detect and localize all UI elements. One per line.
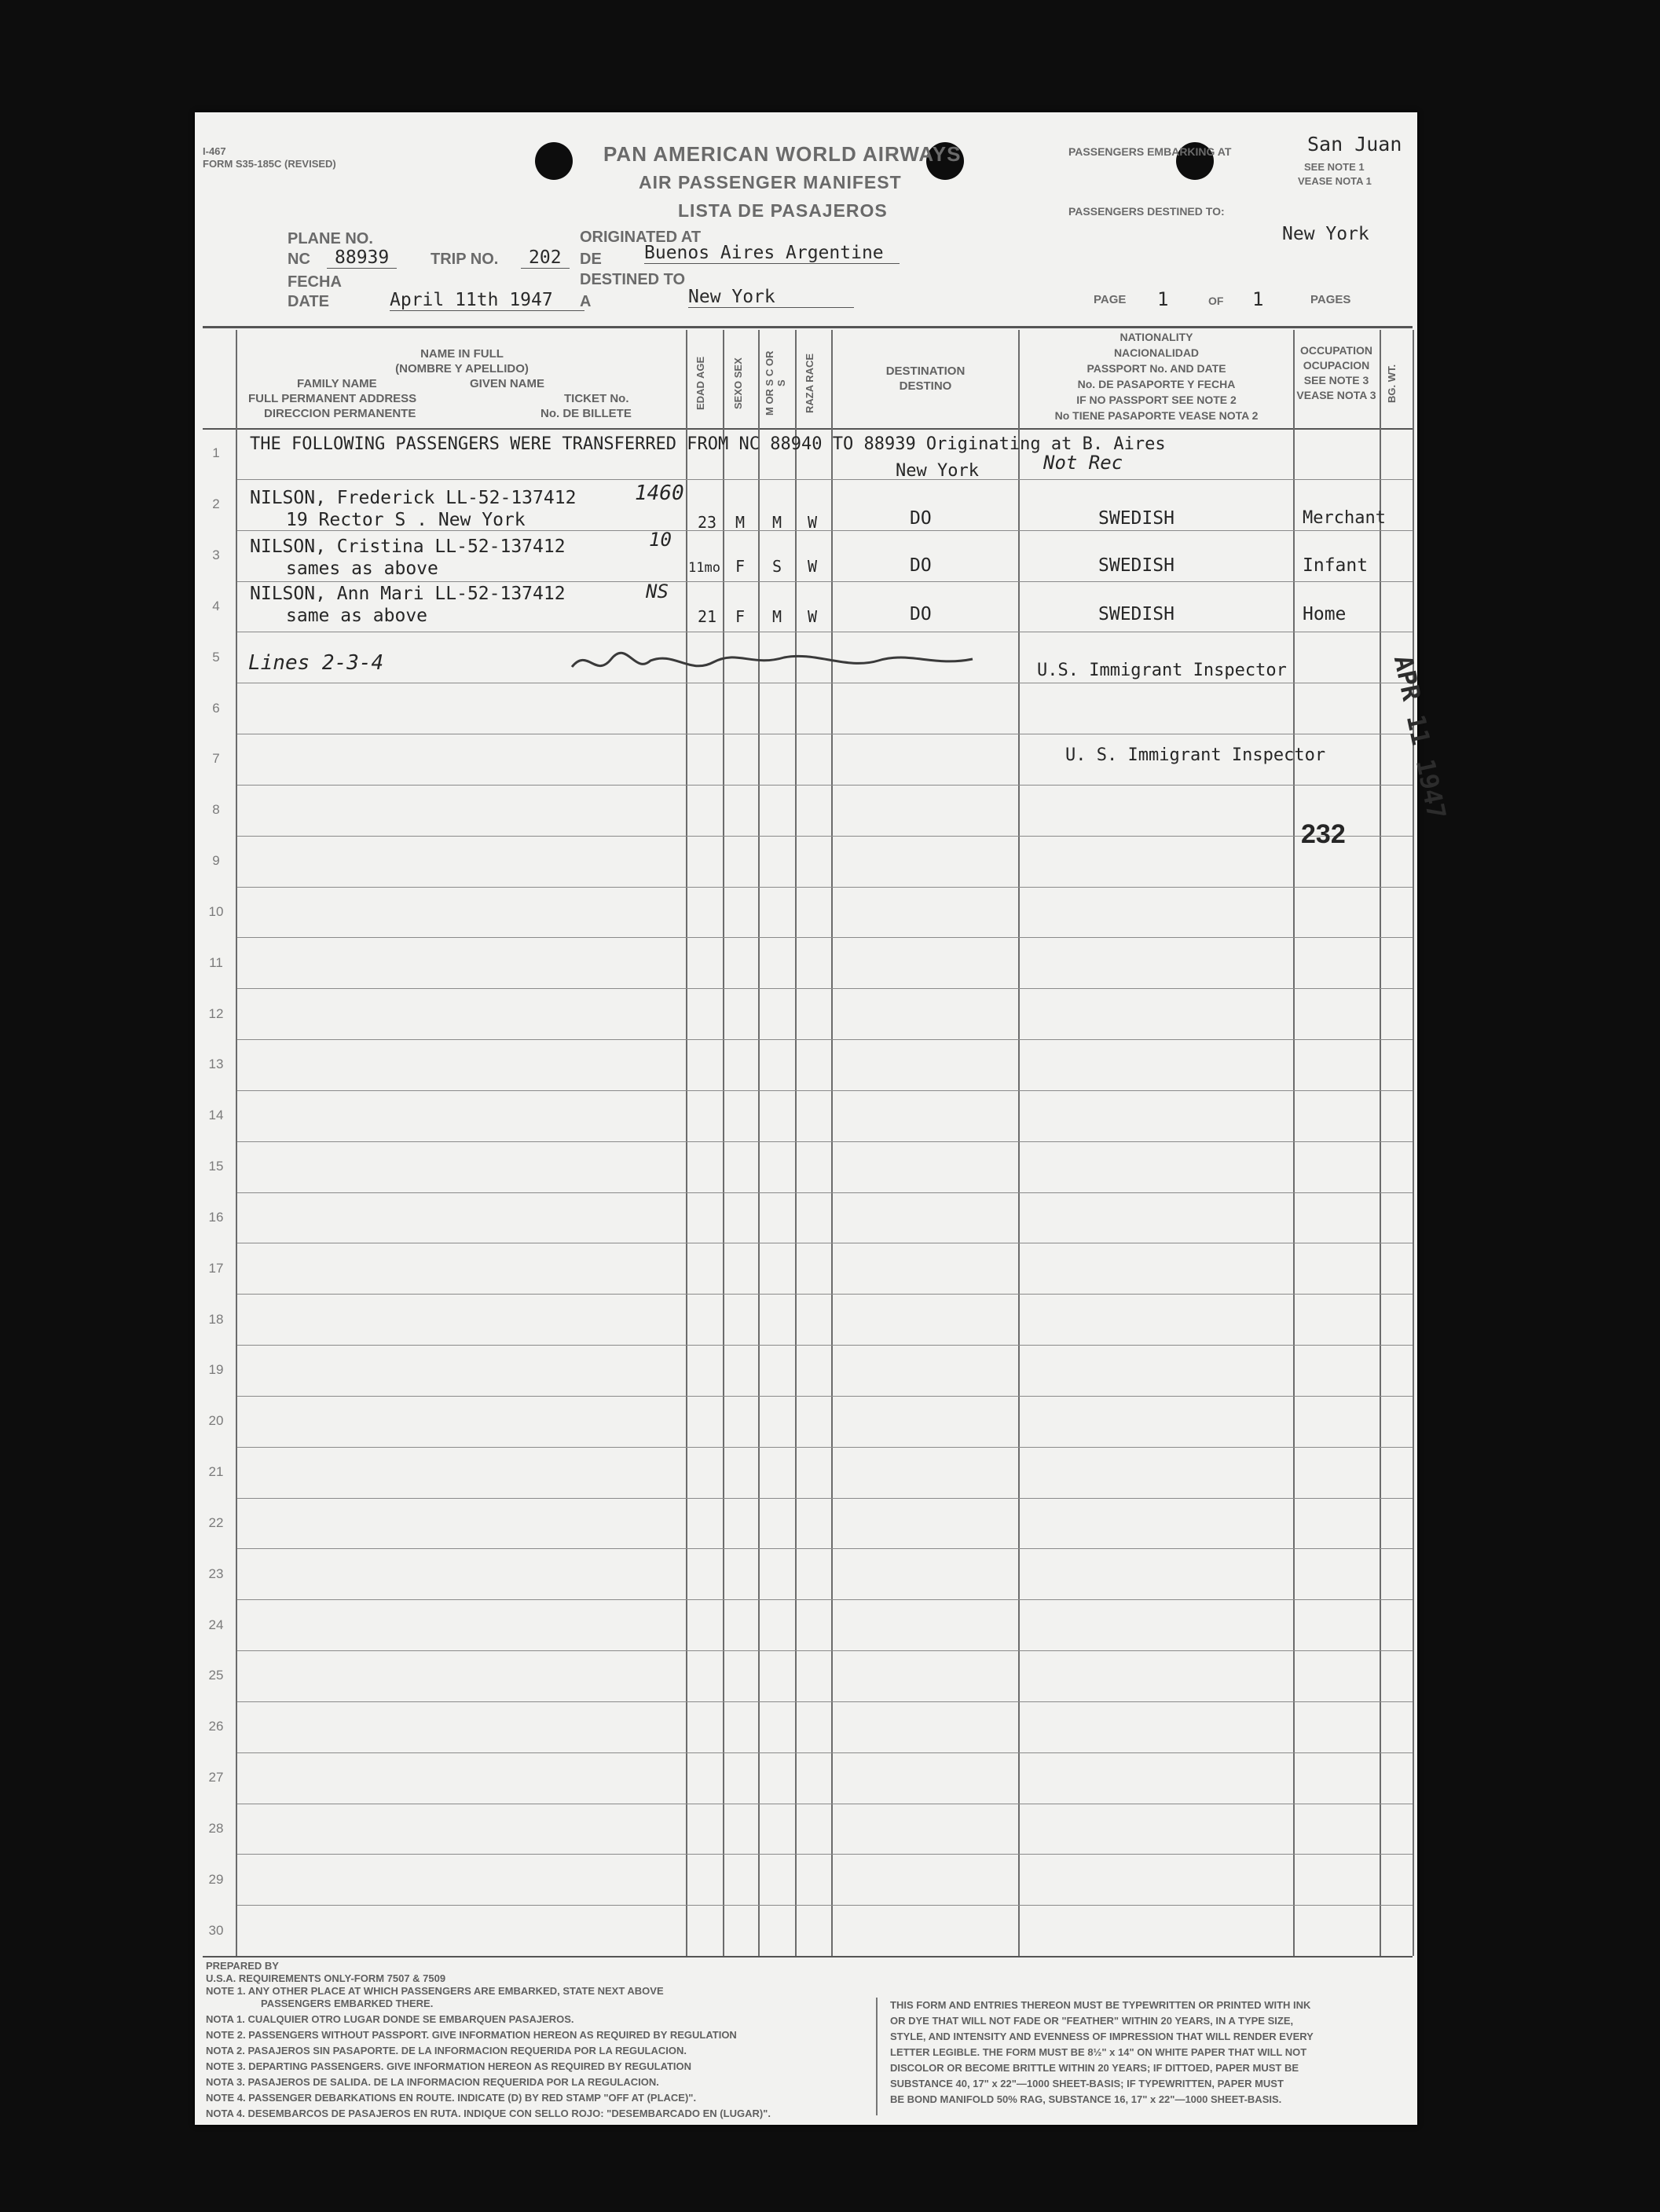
row-number: 23	[208, 1566, 224, 1581]
row4-destination: DO	[910, 604, 932, 624]
paper-spec-6: SUBSTANCE 40, 17" x 22"—1000 SHEET-BASIS; IF TYPEWRITTEN, PAPER MUST	[890, 2078, 1284, 2089]
row4-sex: F	[735, 607, 746, 626]
row-number: 27	[208, 1770, 224, 1785]
paper-spec-7: BE BOND MANIFOLD 50% RAG, SUBSTANCE 16, 17" x 22"—1000 SHEET-BASIS.	[890, 2093, 1282, 2105]
row-number: 6	[212, 700, 220, 716]
row2-name: NILSON, Frederick LL-52-137412	[250, 488, 577, 508]
table-bottom-rule	[203, 1956, 1413, 1957]
row4-ticket-handwritten: NS	[646, 580, 669, 602]
row-number: 11	[209, 954, 223, 970]
row-number: 1	[212, 445, 220, 461]
fecha-label: FECHA	[288, 273, 342, 291]
table-top-rule	[203, 326, 1413, 328]
row3-nationality: SWEDISH	[1098, 555, 1174, 576]
row5-handwritten-lines: Lines 2-3-4	[248, 651, 384, 675]
row3-address: sames as above	[286, 558, 438, 579]
row-divider	[237, 1090, 1413, 1091]
row-number: 15	[208, 1159, 224, 1174]
col-header-occupation: OCCUPATION OCUPACION SEE NOTE 3 VEASE NOTA 3	[1296, 344, 1376, 401]
row-divider	[237, 988, 1413, 989]
row-divider	[237, 1345, 1413, 1346]
col-header-bg-wt: BG. WT.	[1386, 364, 1398, 403]
col-header-nationality: NATIONALITY NACIONALIDAD PASSPORT No. AND DATE No. DE PASAPORTE Y FECHA IF NO PASSPORT SEE NOTE 2 No TIENE PASAPORTE VEASE NOTA 2	[1054, 331, 1259, 422]
originated-label: ORIGINATED AT	[580, 229, 702, 246]
de-label: DE	[580, 251, 602, 268]
row-divider	[237, 1396, 1413, 1397]
table-header-rule	[203, 428, 1413, 430]
row2-ticket-handwritten: 1460	[635, 482, 684, 505]
see-note-1: SEE NOTE 1	[1304, 161, 1365, 173]
note-3: NOTE 3. DEPARTING PASSENGERS. GIVE INFORMATION HEREON AS REQUIRED BY REGULATION	[206, 2060, 692, 2072]
pages-label: PAGES	[1310, 293, 1351, 306]
paper-spec-divider	[876, 1998, 878, 2115]
row-divider	[237, 479, 1413, 480]
prepared-by: PREPARED BY	[206, 1960, 279, 1972]
note-1b: PASSENGERS EMBARKED THERE.	[261, 1998, 434, 2009]
row3-ticket-handwritten: 10	[649, 529, 672, 551]
col-header-name: NAME IN FULL (NOMBRE Y APELLIDO) FAMILY NAME GIVEN NAME FULL PERMANENT ADDRESS TICKET No. DIRECCION PERMANENTE No. DE BILLETE	[248, 347, 632, 420]
col-header-destination: DESTINATION DESTINO	[885, 364, 966, 393]
row-divider	[237, 581, 1413, 582]
nota-4: NOTA 4. DESEMBARCOS DE PASAJEROS EN RUTA. INDIQUE CON SELLO ROJO: "DESEMBARCADO EN (LUGAR)".	[206, 2108, 771, 2119]
row7-inspector-title: U. S. Immigrant Inspector	[1065, 745, 1326, 765]
page-value: 1	[1157, 288, 1169, 310]
row-number: 28	[208, 1820, 224, 1836]
row-divider	[237, 1141, 1413, 1142]
row-number: 7	[212, 751, 220, 767]
row-divider	[237, 785, 1413, 786]
row3-sex: F	[735, 557, 746, 576]
row-divider	[237, 1905, 1413, 1906]
row-number: 5	[212, 649, 220, 665]
usa-requirements: U.S.A. REQUIREMENTS ONLY-FORM 7507 & 7509	[206, 1972, 446, 1984]
row-divider	[237, 1447, 1413, 1448]
a-label: A	[580, 293, 592, 310]
note-4: NOTE 4. PASSENGER DEBARKATIONS EN ROUTE. INDICATE (D) BY RED STAMP "OFF AT (PLACE)".	[206, 2092, 697, 2104]
row-divider	[237, 1192, 1413, 1193]
row5-inspector-title: U.S. Immigrant Inspector	[1037, 661, 1287, 680]
row-number: 21	[208, 1464, 224, 1480]
manifest-title-es: LISTA DE PASAJEROS	[678, 200, 888, 221]
row2-address: 19 Rector S . New York	[286, 510, 526, 530]
row2-sex: M	[735, 513, 746, 532]
row-number: 20	[208, 1413, 224, 1429]
date-value: April 11th 1947	[390, 290, 584, 311]
note-2: NOTE 2. PASSENGERS WITHOUT PASSPORT. GIVE INFORMATION HEREON AS REQUIRED BY REGULATION	[206, 2029, 737, 2041]
col-header-sex: SEXO SEX	[732, 357, 744, 409]
date-label: DATE	[288, 293, 329, 310]
col-line-age-left	[686, 330, 687, 1956]
of-value: 1	[1252, 288, 1264, 310]
paper-spec-5: DISCOLOR OR BECOME BRITTLE WITHIN 20 YEARS; IF DITTOED, PAPER MUST BE	[890, 2062, 1299, 2074]
row2-nationality: SWEDISH	[1098, 508, 1174, 529]
nota-1: NOTA 1. CUALQUIER OTRO LUGAR DONDE SE EMBARQUEN PASAJEROS.	[206, 2013, 574, 2025]
page-label: PAGE	[1094, 293, 1127, 306]
row3-destination: DO	[910, 555, 932, 576]
paper-spec-2: OR DYE THAT WILL NOT FADE OR "FEATHER" WITHIN 20 YEARS, IN A TYPE SIZE,	[890, 2015, 1294, 2027]
row-divider	[237, 937, 1413, 938]
row-number: 4	[212, 598, 220, 613]
row1-transfer-dest: New York	[896, 461, 979, 481]
row-divider	[237, 1701, 1413, 1702]
inspector-signature	[564, 643, 1004, 683]
punch-hole-left	[535, 142, 573, 180]
col-line-bg-inner	[1380, 330, 1381, 1956]
row4-race: W	[808, 607, 818, 626]
row-number: 2	[212, 496, 220, 512]
manifest-title: AIR PASSENGER MANIFEST	[639, 172, 902, 192]
row4-nationality: SWEDISH	[1098, 604, 1174, 624]
col-line-name-left	[236, 330, 237, 1956]
row2-race: W	[808, 513, 818, 532]
row-divider	[237, 1599, 1413, 1600]
trip-no-label: TRIP NO.	[431, 251, 499, 268]
row-number: 9	[212, 853, 220, 869]
row-number: 30	[208, 1922, 224, 1938]
date-stamp: APR 11 1947	[1387, 653, 1453, 822]
row-number: 14	[208, 1108, 224, 1123]
row-number: 29	[208, 1871, 224, 1887]
row4-name: NILSON, Ann Mari LL-52-137412	[250, 584, 566, 604]
row-number: 13	[208, 1057, 224, 1072]
row-number: 10	[208, 903, 224, 919]
row-number: 26	[208, 1719, 224, 1734]
trip-no: 202	[521, 247, 570, 269]
row3-mors: S	[772, 557, 782, 576]
col-header-mors: M OR S C OR S	[764, 350, 787, 416]
row-divider	[237, 1854, 1413, 1855]
row-divider	[237, 1039, 1413, 1040]
plane-no: 88939	[327, 247, 397, 269]
paper-spec-4: LETTER LEGIBLE. THE FORM MUST BE 8½" x 14" ON WHITE PAPER THAT WILL NOT	[890, 2046, 1307, 2058]
embarking-label: PASSENGERS EMBARKING AT	[1068, 145, 1232, 158]
col-line-occ-left	[1293, 330, 1295, 1956]
paper-spec-1: THIS FORM AND ENTRIES THEREON MUST BE TYPEWRITTEN OR PRINTED WITH INK	[890, 1999, 1311, 2011]
nota-3: NOTA 3. PASAJEROS DE SALIDA. DE LA INFORMACION REQUERIDA POR LA REGULACION.	[206, 2076, 659, 2088]
row-divider	[237, 1752, 1413, 1753]
form-number: I-467	[203, 145, 226, 157]
col-line-nat-left	[1018, 330, 1020, 1956]
row-number: 8	[212, 802, 220, 818]
col-header-age: EDAD AGE	[694, 356, 706, 411]
vease-nota-1: VEASE NOTA 1	[1298, 175, 1372, 187]
row4-age: 21	[698, 607, 717, 626]
row2-occupation: Merchant	[1303, 508, 1386, 528]
row-number: 19	[208, 1362, 224, 1378]
row-divider	[237, 836, 1413, 837]
row-number: 16	[208, 1209, 224, 1225]
row-number: 3	[212, 548, 220, 563]
row-number: 24	[208, 1617, 224, 1632]
row3-name: NILSON, Cristina LL-52-137412	[250, 537, 566, 557]
manifest-sheet	[195, 112, 1453, 2125]
row2-destination: DO	[910, 508, 932, 529]
form-code: FORM S35-185C (REVISED)	[203, 158, 336, 170]
row-number: 25	[208, 1668, 224, 1683]
row-number: 18	[208, 1311, 224, 1327]
destined-to-value: New York	[688, 287, 854, 308]
row4-mors: M	[772, 607, 782, 626]
nota-2: NOTA 2. PASAJEROS SIN PASAPORTE. DE LA INFORMACION REQUERIDA POR LA REGULACION.	[206, 2045, 687, 2056]
row3-race: W	[808, 557, 818, 576]
plane-no-label: PLANE NO.	[288, 230, 373, 247]
col-line-bg-left	[1413, 330, 1414, 1956]
row1-transfer-note: THE FOLLOWING PASSENGERS WERE TRANSFERRED FROM NC 88940 TO 88939 Originating at B. Aires	[250, 434, 1166, 454]
row-divider	[237, 887, 1413, 888]
row9-number: 232	[1301, 819, 1346, 849]
col-line-mors-left	[758, 330, 760, 1956]
col-line-sex-left	[723, 330, 724, 1956]
plane-prefix: NC	[288, 251, 310, 268]
destined-to-label: DESTINED TO	[580, 271, 686, 288]
row4-address: same as above	[286, 606, 428, 626]
paper-spec-3: STYLE, AND INTENSITY AND EVENNESS OF IMPRESSION THAT WILL RENDER EVERY	[890, 2031, 1314, 2042]
row-number: 22	[208, 1514, 224, 1530]
row-divider	[237, 1548, 1413, 1549]
destined-label: PASSENGERS DESTINED TO:	[1068, 205, 1225, 218]
row3-age: 11mo	[688, 560, 720, 576]
row-divider	[237, 1498, 1413, 1499]
row2-mors: M	[772, 513, 782, 532]
col-line-dest-left	[831, 330, 833, 1956]
row-number: 17	[208, 1260, 224, 1276]
col-line-race-left	[795, 330, 797, 1956]
airline-name: PAN AMERICAN WORLD AIRWAYS	[603, 142, 962, 166]
row2-age: 23	[698, 513, 717, 532]
row-number: 12	[208, 1005, 224, 1021]
embarking-value: San Juan	[1307, 133, 1402, 156]
row-divider	[237, 1294, 1413, 1295]
row4-occupation: Home	[1303, 604, 1347, 624]
row-divider	[237, 1650, 1413, 1651]
row1-handwritten: Not Rec	[1043, 452, 1123, 474]
of-label: OF	[1208, 295, 1224, 307]
col-header-race: RAZA RACE	[804, 353, 815, 414]
note-1: NOTE 1. ANY OTHER PLACE AT WHICH PASSENGERS ARE EMBARKED, STATE NEXT ABOVE	[206, 1985, 664, 1997]
row3-occupation: Infant	[1303, 555, 1369, 576]
originated-value: Buenos Aires Argentine	[644, 243, 900, 264]
destined-value: New York	[1282, 224, 1369, 244]
